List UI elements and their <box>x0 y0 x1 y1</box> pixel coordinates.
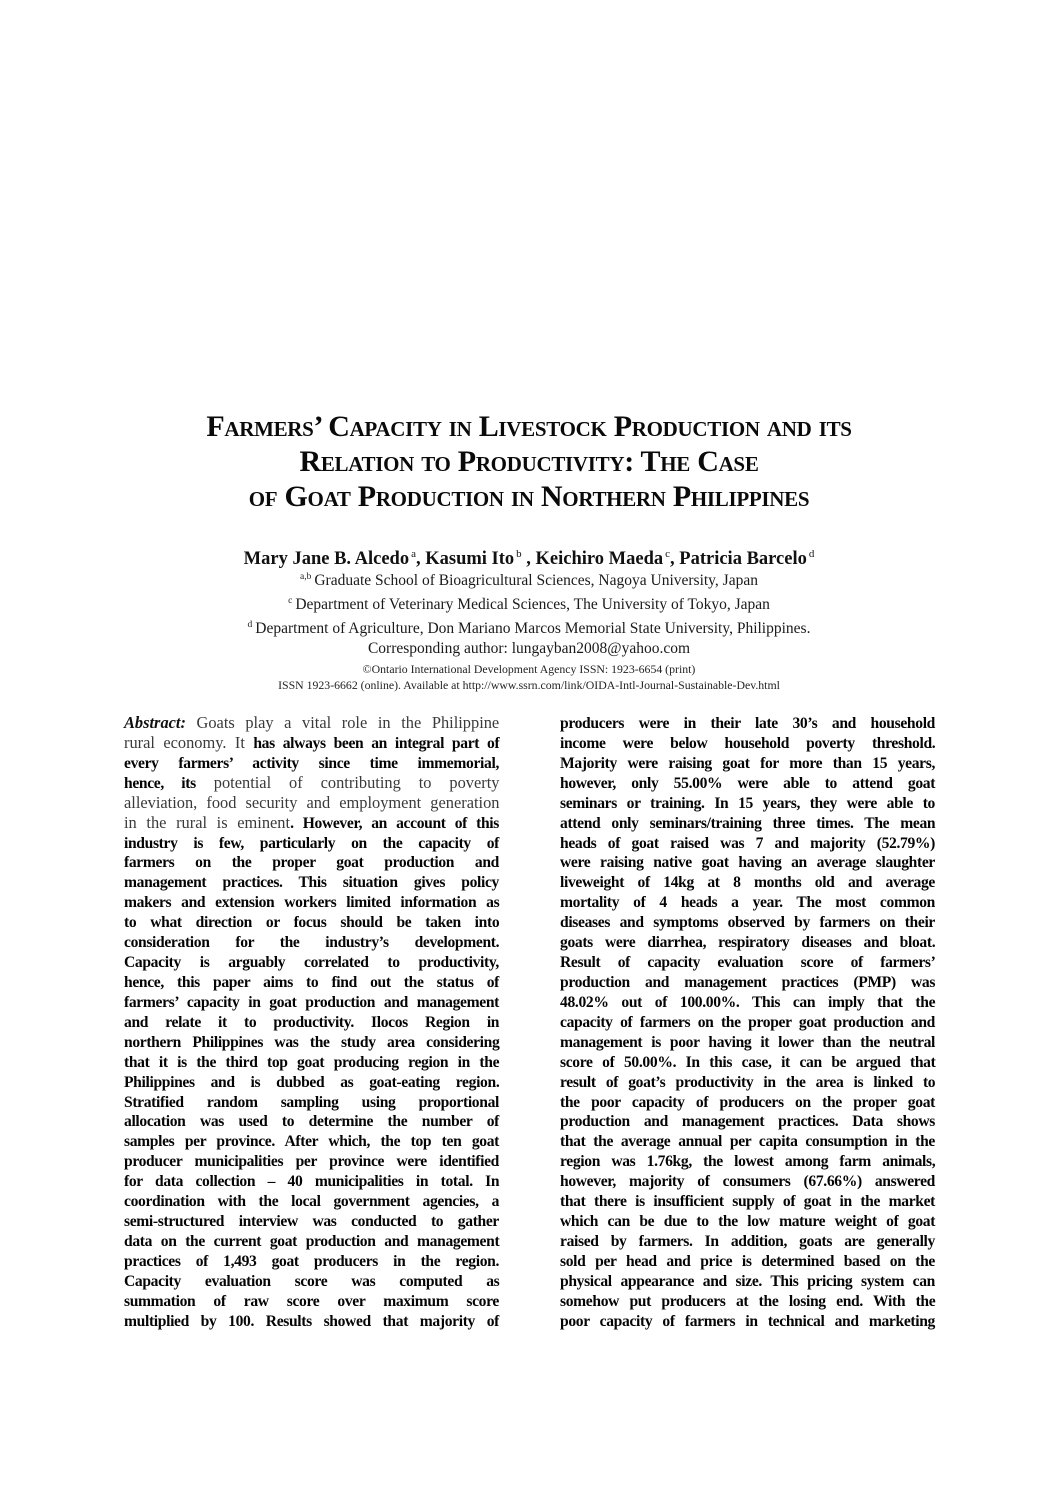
abstract-text: Capacity evaluation score was computed as <box>124 1272 500 1290</box>
abstract-text: seminars or training. In 15 years, they were able to <box>560 794 935 812</box>
affiliation-text: Department of Agriculture, Don Mariano Marcos Memorial State University, Philippines. <box>255 620 811 637</box>
abstract-line <box>560 793 935 813</box>
abstract-line <box>560 952 935 972</box>
affiliation <box>0 615 1058 639</box>
abstract-text: rural economy. It <box>124 732 254 752</box>
affiliation <box>0 591 1058 615</box>
abstract-line <box>124 1171 499 1191</box>
abstract-text: heads of goat raised was 7 and majority (52.79%) <box>560 834 935 852</box>
abstract-text: practices of 1,493 goat producers in the region. <box>124 1252 500 1270</box>
abstract-text: producer municipalities per province were identified <box>124 1153 499 1171</box>
abstract-text: Goats play a vital role in the Philippine <box>185 713 500 732</box>
abstract-text: that the average annual per capita consumption in the <box>560 1133 935 1151</box>
publication-line-1: ©Ontario International Development Agency ISSN: 1923-6654 (print) <box>362 662 696 676</box>
abstract-line <box>124 872 499 892</box>
abstract-text: sold per head and price is determined based on the <box>560 1252 935 1270</box>
abstract-line <box>124 1131 499 1151</box>
abstract-text: Majority were raising goat for more than 15 years, <box>560 754 935 772</box>
abstract-line <box>124 1032 499 1052</box>
abstract-line <box>124 1111 499 1131</box>
abstract-text: management practices. This situation gives policy <box>124 874 499 892</box>
abstract-text: semi-structured interview was conducted to gather <box>124 1213 499 1231</box>
abstract-line <box>560 912 935 932</box>
abstract-text: mortality of 4 heads a year. The most common <box>560 894 935 912</box>
abstract-line <box>560 1092 935 1112</box>
abstract-line <box>124 992 499 1012</box>
abstract-text: farmers on the proper goat production and <box>124 854 499 872</box>
abstract-text: region was 1.76kg, the lowest among farm animals, <box>560 1153 936 1171</box>
abstract-text: production and management practices (PMP) was <box>560 973 936 991</box>
abstract-line <box>560 972 935 992</box>
abstract-text: score of 50.00%. In this case, it can be argued that <box>560 1053 936 1071</box>
abstract-line <box>124 1291 499 1311</box>
abstract-text: liveweight of 14kg at 8 months old and average <box>560 874 935 892</box>
author-separator: , <box>670 549 680 569</box>
abstract-line <box>124 972 499 992</box>
author-name: Patricia Barcelo <box>679 549 807 569</box>
abstract-text: diseases and symptoms observed by farmers on their <box>560 914 935 932</box>
abstract-text: and relate it to productivity. Ilocos Region in <box>124 1013 500 1031</box>
abstract-line <box>560 753 935 773</box>
abstract-line <box>124 1191 499 1211</box>
abstract-line <box>124 733 499 753</box>
abstract-label: Abstract: <box>124 713 186 732</box>
abstract-text: potential of contributing to poverty <box>195 772 500 792</box>
abstract-line <box>124 1092 499 1112</box>
author-mark: c <box>665 548 671 560</box>
affiliation-mark: d <box>247 620 253 630</box>
abstract-line <box>124 1012 499 1032</box>
abstract-line <box>124 1231 499 1251</box>
abstract-line <box>124 1311 499 1331</box>
affiliation-mark: a,b <box>300 572 312 582</box>
abstract-line <box>560 992 935 1012</box>
abstract-line <box>124 1072 499 1092</box>
abstract-line <box>560 1191 935 1211</box>
title-line-2: Relation to Productivity: The Case <box>299 445 759 478</box>
publication-info <box>0 661 1058 693</box>
abstract-text: however, majority of consumers (67.66%) answered <box>560 1173 935 1191</box>
abstract-text: attend only seminars/training three times. The mean <box>560 814 936 832</box>
abstract-text: farmers’ capacity in goat production and management <box>124 993 499 1011</box>
abstract-line <box>560 773 935 793</box>
abstract-line <box>560 1032 935 1052</box>
abstract-line <box>124 1211 499 1231</box>
abstract-line <box>560 1052 935 1072</box>
abstract-text: physical appearance and size. This pricing system can <box>560 1272 935 1290</box>
abstract-line <box>124 1251 499 1271</box>
abstract-line <box>560 1012 935 1032</box>
abstract-text: multiplied by 100. Results showed that majority of <box>124 1312 499 1330</box>
abstract-line <box>560 1251 935 1271</box>
abstract-text: samples per province. After which, the top ten goat <box>124 1133 499 1151</box>
abstract-text: Philippines and is dubbed as goat-eating region. <box>124 1073 500 1091</box>
abstract-line <box>560 1151 935 1171</box>
title-line-3: of Goat Production in Northern Philippines <box>248 480 810 513</box>
publication-line-2: ISSN 1923-6662 (online). Available at http://www.ssrn.com/link/OIDA-Intl-Journal-Sustainable-Dev.html <box>278 678 780 692</box>
abstract-line <box>560 932 935 952</box>
abstract-text: allocation was used to determine the number of <box>124 1113 499 1131</box>
abstract-text: Result of capacity evaluation score of farmers’ <box>560 954 936 972</box>
abstract-line <box>124 932 499 952</box>
affiliation-text: Department of Veterinary Medical Sciences, The University of Tokyo, Japan <box>295 596 770 613</box>
abstract-line <box>560 1271 935 1291</box>
author-mark: d <box>808 548 815 560</box>
abstract-line <box>560 833 935 853</box>
abstract-text: production and management practices. Data shows <box>560 1113 935 1131</box>
abstract-text: Capacity is arguably correlated to productivity, <box>124 954 499 972</box>
abstract-line <box>124 852 499 872</box>
abstract-text: raised by farmers. In addition, goats are generally <box>560 1232 935 1250</box>
affiliation <box>0 567 1058 591</box>
abstract-text: every farmers’ activity since time immemorial, <box>124 754 499 772</box>
abstract-text: hence, its <box>124 774 196 792</box>
abstract-text: somehow put producers at the losing end. With the <box>560 1292 936 1310</box>
abstract-text: were raising native goat having an average slaughter <box>560 854 935 872</box>
abstract-text: summation of raw score over maximum score <box>124 1292 499 1310</box>
abstract-line <box>560 852 935 872</box>
author-separator: , <box>521 549 536 569</box>
abstract-line <box>124 753 499 773</box>
abstract-line <box>124 813 499 833</box>
abstract-line <box>560 1291 935 1311</box>
abstract-line <box>560 1131 935 1151</box>
abstract-line <box>124 713 499 733</box>
abstract-line <box>124 773 499 793</box>
abstract-line <box>560 1231 935 1251</box>
affiliations <box>0 567 1058 659</box>
abstract-right-column <box>560 713 935 1331</box>
abstract-text: 48.02% out of 100.00%. This can imply that the <box>560 993 936 1011</box>
abstract-text: producers were in their late 30’s and household <box>560 715 935 732</box>
abstract-left-column <box>124 713 499 1331</box>
abstract-line <box>560 1171 935 1191</box>
abstract-text: goats were diarrhea, respiratory diseases and bloat. <box>560 934 936 952</box>
abstract-text: data on the current goat production and management <box>124 1232 500 1250</box>
paper-title <box>0 409 1058 514</box>
author-mark: b <box>516 548 522 560</box>
author-name: Keichiro Maeda <box>535 549 664 569</box>
abstract-line <box>124 912 499 932</box>
abstract-line <box>560 1072 935 1092</box>
abstract-line <box>560 713 935 733</box>
abstract-line <box>124 833 499 853</box>
abstract-line <box>124 892 499 912</box>
title-line-1: Farmers’ Capacity in Livestock Production and its <box>206 410 852 443</box>
abstract-text: result of goat’s productivity in the area is linked to <box>560 1073 936 1091</box>
abstract-line <box>124 1052 499 1072</box>
abstract-line <box>124 1271 499 1291</box>
author-separator: , <box>415 549 426 569</box>
abstract-text: however, only 55.00% were able to attend goat <box>560 774 936 792</box>
abstract-line <box>560 1211 935 1231</box>
author-name: Mary Jane B. Alcedo <box>243 549 410 569</box>
abstract-text: which can be due to the low mature weight of goat <box>560 1213 936 1231</box>
abstract-text: northern Philippines was the study area considering <box>124 1033 500 1051</box>
abstract-text: in the rural is eminent <box>124 812 291 832</box>
abstract-line <box>560 892 935 912</box>
abstract-line <box>560 1311 935 1331</box>
abstract-text: capacity of farmers on the proper goat production and <box>560 1013 935 1031</box>
abstract-line <box>560 1111 935 1131</box>
abstract-line <box>560 813 935 833</box>
abstract-text: . However, an account of this <box>290 814 499 832</box>
corresponding-author: Corresponding author: lungayban2008@yahoo.com <box>367 640 691 657</box>
abstract-text: alleviation, food security and employment generation <box>124 792 500 812</box>
abstract-text: industry is few, particularly on the capacity of <box>124 834 499 852</box>
abstract-text: that there is insufficient supply of goat in the market <box>560 1193 936 1211</box>
abstract-text: has always been an integral part of <box>253 734 500 752</box>
abstract-text: management is poor having it lower than the neutral <box>560 1033 935 1051</box>
author-list <box>0 543 1058 570</box>
abstract-text: that it is the third top goat producing region in the <box>124 1053 500 1071</box>
abstract-text: makers and extension workers limited information as <box>124 894 500 912</box>
abstract-line <box>560 872 935 892</box>
abstract-line <box>124 1151 499 1171</box>
affiliation-mark: c <box>288 596 293 606</box>
affiliation-text: Graduate School of Bioagricultural Sciences, Nagoya University, Japan <box>314 572 758 589</box>
abstract-text: the poor capacity of producers on the proper goat <box>560 1093 935 1111</box>
abstract-line <box>124 793 499 813</box>
author-mark: a <box>411 548 416 560</box>
abstract-text: Stratified random sampling using proportional <box>124 1093 499 1111</box>
author-name: Kasumi Ito <box>425 549 515 569</box>
abstract-text: consideration for the industry’s development. <box>124 934 500 952</box>
abstract-text: coordination with the local government agencies, a <box>124 1193 500 1211</box>
abstract-text: poor capacity of farmers in technical and marketing <box>560 1312 935 1330</box>
abstract-text: income were below household poverty threshold. <box>560 734 936 752</box>
abstract-text: hence, this paper aims to find out the status of <box>124 973 499 991</box>
abstract-text: to what direction or focus should be taken into <box>124 914 500 932</box>
abstract-line <box>560 733 935 753</box>
abstract-line <box>124 952 499 972</box>
abstract-text: for data collection – 40 municipalities in total. In <box>124 1173 500 1191</box>
